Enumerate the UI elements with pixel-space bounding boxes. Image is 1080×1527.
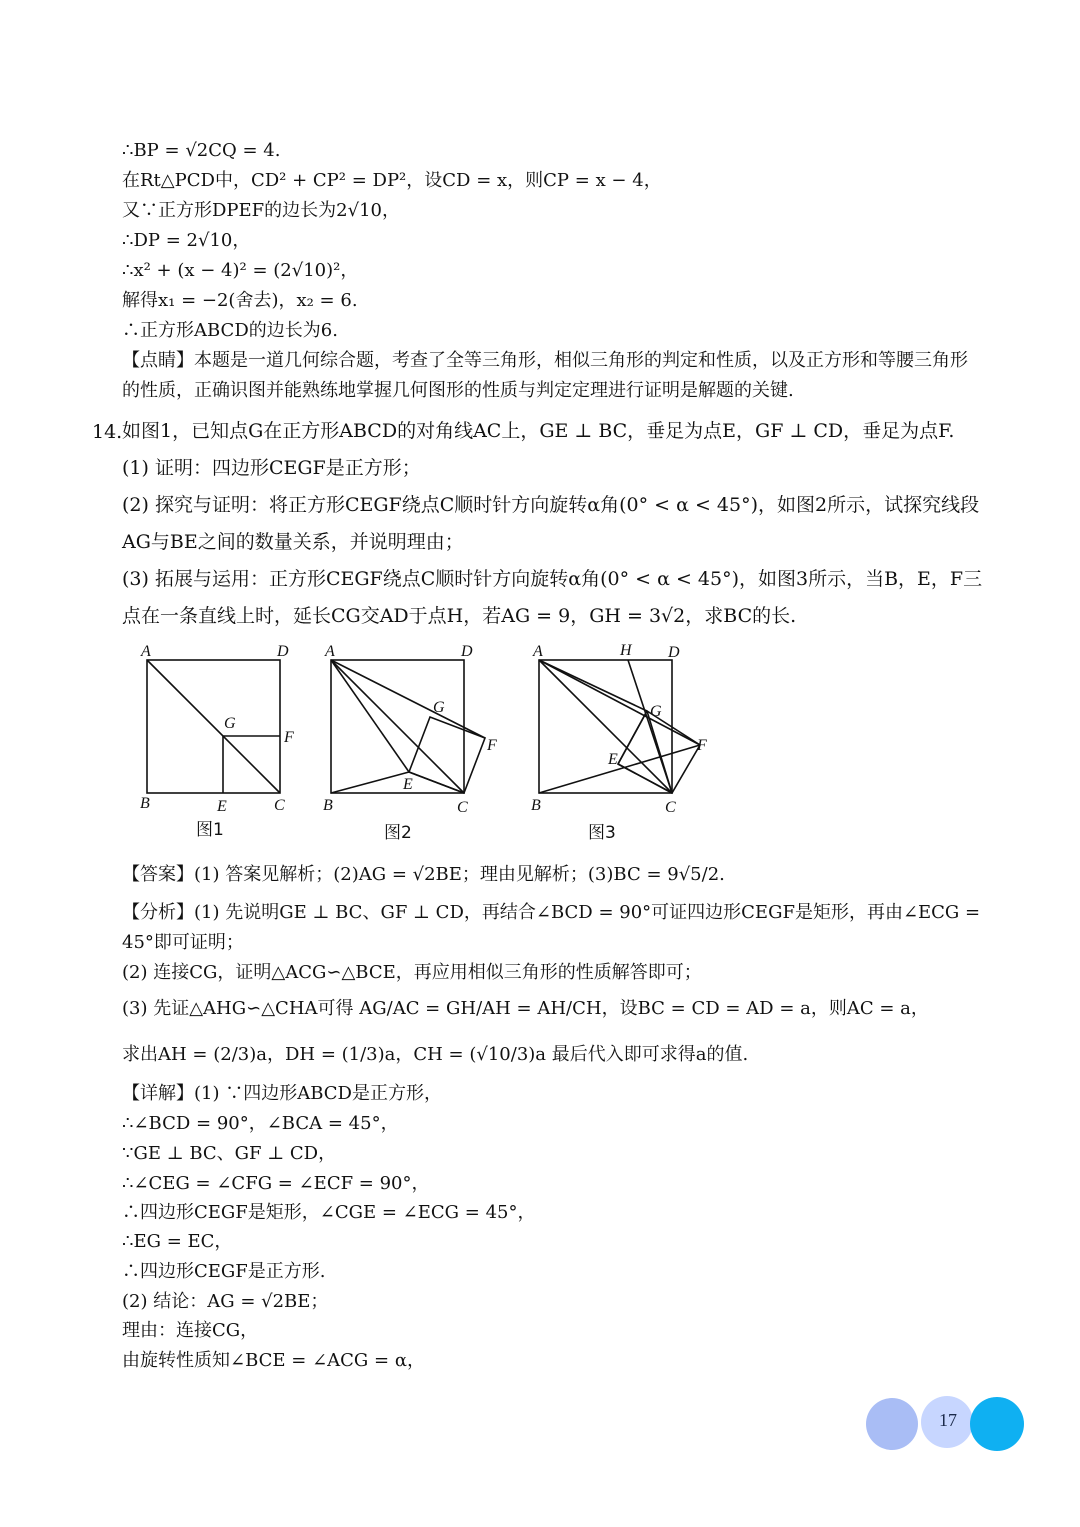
fig2-caption: 图2 [384, 823, 412, 843]
question-part-1: (1) 证明：四边形CEGF是正方形； [122, 457, 421, 479]
fig2-label-C: C [457, 799, 468, 816]
fig3-label-F: F [697, 737, 707, 754]
question-stem: 如图1，已知点G在正方形ABCD的对角线AC上，GE ⊥ BC，垂足为点E，GF ⊥ CD，垂足为点F. [122, 420, 955, 442]
fig1-label-G: G [224, 715, 236, 732]
analysis-line: 45°即可证明； [122, 932, 244, 953]
question-part-3: (3) 拓展与运用：正方形CEGF绕点C顺时针方向旋转α角(0° < α < 45°)，如图3所示，当B，E，F三 [122, 568, 983, 590]
fig3-label-A: A [533, 643, 543, 660]
fig3-label-C: C [665, 799, 676, 816]
fig3-label-D: D [668, 644, 680, 661]
detail-line: ∴∠BCD = 90°，∠BCA = 45°， [122, 1113, 399, 1134]
comment-line: 【点睛】本题是一道几何综合题，考查了全等三角形，相似三角形的判定和性质，以及正方形和等腰三角形 [122, 350, 968, 371]
question-part-2-cont: AG与BE之间的数量关系，并说明理由； [122, 531, 464, 553]
fig2-label-B: B [323, 797, 333, 814]
fig2-label-E: E [403, 776, 413, 793]
fig1-label-D: D [277, 643, 289, 660]
fig3-label-G: G [650, 703, 662, 720]
fig2-label-G: G [433, 699, 445, 716]
fig3-label-H: H [620, 642, 632, 659]
fig2-label-F: F [487, 737, 497, 754]
analysis-line: (2) 连接CG，证明△ACG∽△BCE，再应用相似三角形的性质解答即可； [122, 962, 702, 983]
detail-line: ∴EG = EC， [122, 1231, 233, 1252]
fig1-label-C: C [274, 797, 285, 814]
text-line: 在Rt△PCD中，CD² + CP² = DP²，设CD = x，则CP = x − 4， [122, 170, 662, 191]
fig3-label-B: B [531, 797, 541, 814]
detail-line: ∴四边形CEGF是正方形. [122, 1261, 326, 1282]
text-line: 又∵正方形DPEF的边长为2√10， [122, 200, 400, 221]
analysis-line: 【分析】(1) 先说明GE ⊥ BC、GF ⊥ CD，再结合∠BCD = 90°可证四边形CEGF是矩形，再由∠ECG = [122, 902, 981, 923]
fig2-line-AF [331, 660, 485, 738]
question-number: 14. [92, 421, 123, 443]
text-line: ∴正方形ABCD的边长为6. [122, 320, 338, 341]
detail-line: ∴∠CEG = ∠CFG = ∠ECF = 90°， [122, 1173, 430, 1194]
question-part-3-cont: 点在一条直线上时，延长CG交AD于点H，若AG = 9，GH = 3√2，求BC的长. [122, 605, 797, 627]
comment-line: 的性质，正确识图并能熟练地掌握几何图形的性质与判定定理进行证明是解题的关键. [122, 380, 794, 401]
fig1-caption: 图1 [196, 820, 224, 840]
question-part-2: (2) 探究与证明：将正方形CEGF绕点C顺时针方向旋转α角(0° < α < 45°)，如图2所示，试探究线段 [122, 494, 980, 516]
analysis-line: (3) 先证△AHG∽△CHA可得 AG/AC = GH/AH = AH/CH，设BC = CD = AD = a，则AC = a， [122, 998, 929, 1019]
fig1-label-A: A [141, 643, 151, 660]
detail-line: 【详解】(1) ∵四边形ABCD是正方形， [122, 1083, 442, 1104]
fig1-label-E: E [217, 798, 227, 815]
fig2-label-D: D [461, 643, 473, 660]
detail-line: 由旋转性质知∠BCE = ∠ACG = α， [122, 1350, 425, 1371]
fig2-line-BE [331, 772, 409, 793]
detail-line: (2) 结论：AG = √2BE； [122, 1291, 329, 1312]
fig1-label-F: F [284, 729, 294, 746]
text-line: ∴BP = √2CQ = 4. [122, 140, 281, 161]
detail-line: ∴四边形CEGF是矩形，∠CGE = ∠ECG = 45°， [122, 1202, 536, 1223]
text-line: ∴x² + (x − 4)² = (2√10)²， [122, 260, 359, 281]
text-line: ∴DP = 2√10， [122, 230, 251, 251]
fig1-label-B: B [140, 795, 150, 812]
answer-line: 【答案】(1) 答案见解析；(2)AG = √2BE；理由见解析；(3)BC = 9√5/2. [122, 864, 725, 885]
fig2-line-AE [331, 660, 409, 772]
fig3-label-E: E [608, 751, 618, 768]
fig2-line-AC [331, 660, 464, 793]
detail-line: 理由：连接CG， [122, 1320, 259, 1341]
fig2-rotated-square [409, 717, 485, 793]
fig3-line-AF [539, 660, 700, 745]
analysis-line: 求出AH = (2/3)a，DH = (1/3)a，CH = (√10/3)a 最后代入即可求得a的值. [122, 1044, 749, 1065]
fig1-diagonal [147, 660, 280, 793]
detail-line: ∵GE ⊥ BC、GF ⊥ CD， [122, 1143, 337, 1164]
page-number: 17 [939, 1410, 957, 1430]
fig3-caption: 图3 [588, 823, 616, 843]
text-line: 解得x₁ = −2(舍去)，x₂ = 6. [122, 290, 358, 311]
fig2-label-A: A [325, 643, 335, 660]
badge-circle-right [970, 1397, 1024, 1451]
badge-circle-left [866, 1398, 918, 1450]
